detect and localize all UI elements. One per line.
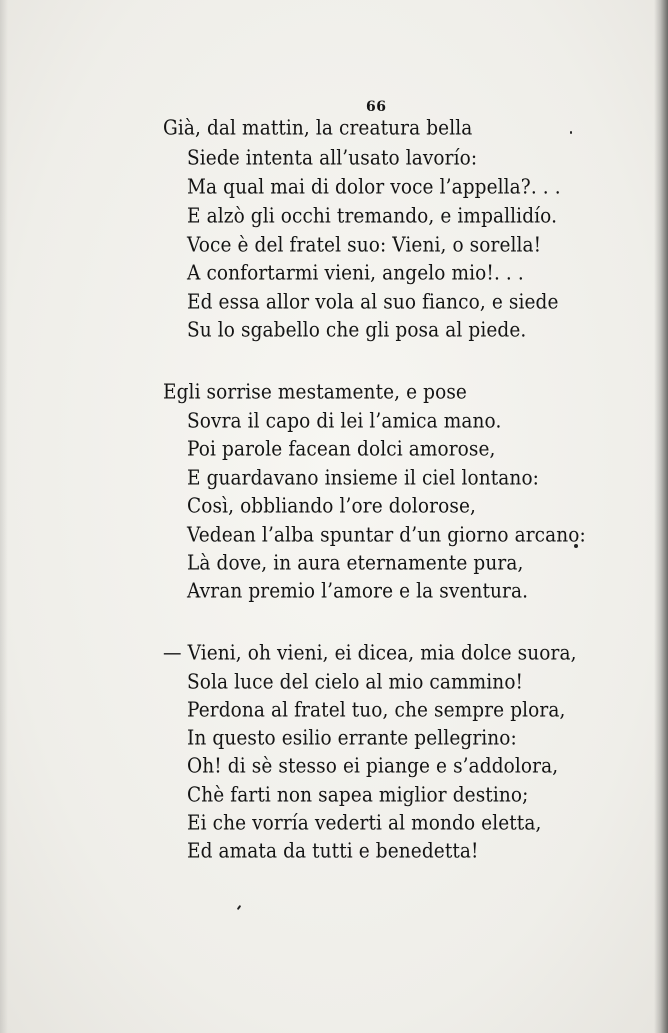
verse-line: Siede intenta all’usato lavorío: (187, 146, 478, 171)
verse-line: Ed essa allor vola al suo fianco, e siede (187, 290, 559, 315)
page-number: 66 (366, 99, 387, 115)
verse-line: Ed amata da tutti e benedetta! (187, 839, 479, 864)
verse-line: Sola luce del cielo al mio cammino! (187, 670, 524, 695)
verse-line: Sovra il capo di lei l’amica mano. (187, 409, 502, 434)
verse-line: Ma qual mai di dolor voce l’appella?. . . (187, 175, 561, 200)
page-left-edge-shadow (0, 0, 8, 1033)
verse-line: Già, dal mattin, la creatura bella (163, 116, 473, 141)
verse-line: Chè farti non sapea miglior destino; (187, 783, 529, 808)
verse-line: Voce è del fratel suo: Vieni, o sorella! (187, 233, 542, 258)
verse-line: — Vieni, oh vieni, ei dicea, mia dolce suora, (163, 641, 577, 666)
verse-line: Poi parole facean dolci amorose, (187, 437, 496, 462)
verse-line: Perdona al fratel tuo, che sempre plora, (187, 698, 566, 723)
verse-line: Su lo sgabello che gli posa al piede. (187, 318, 527, 343)
verse-line: Ei che vorría vederti al mondo eletta, (187, 811, 542, 836)
verse-line: Oh! di sè stesso ei piange e s’addolora, (187, 754, 559, 779)
ink-speck (570, 131, 572, 134)
page-right-edge-shadow (654, 0, 668, 1033)
verse-line: Egli sorrise mestamente, e pose (163, 380, 467, 405)
verse-line: In questo esilio errante pellegrino: (187, 726, 517, 751)
verse-line: E guardavano insieme il ciel lontano: (187, 466, 540, 491)
ink-speck (237, 905, 242, 910)
verse-line: Vedean l’alba spuntar d’un giorno arcano: (187, 523, 586, 548)
verse-line: Là dove, in aura eternamente pura, (187, 551, 524, 576)
verse-line: Così, obbliando l’ore dolorose, (187, 494, 476, 519)
verse-line: E alzò gli occhi tremando, e impallidío. (187, 204, 558, 229)
verse-line: A confortarmi vieni, angelo mio!. . . (187, 261, 524, 286)
verse-line: Avran premio l’amore e la sventura. (187, 579, 529, 604)
